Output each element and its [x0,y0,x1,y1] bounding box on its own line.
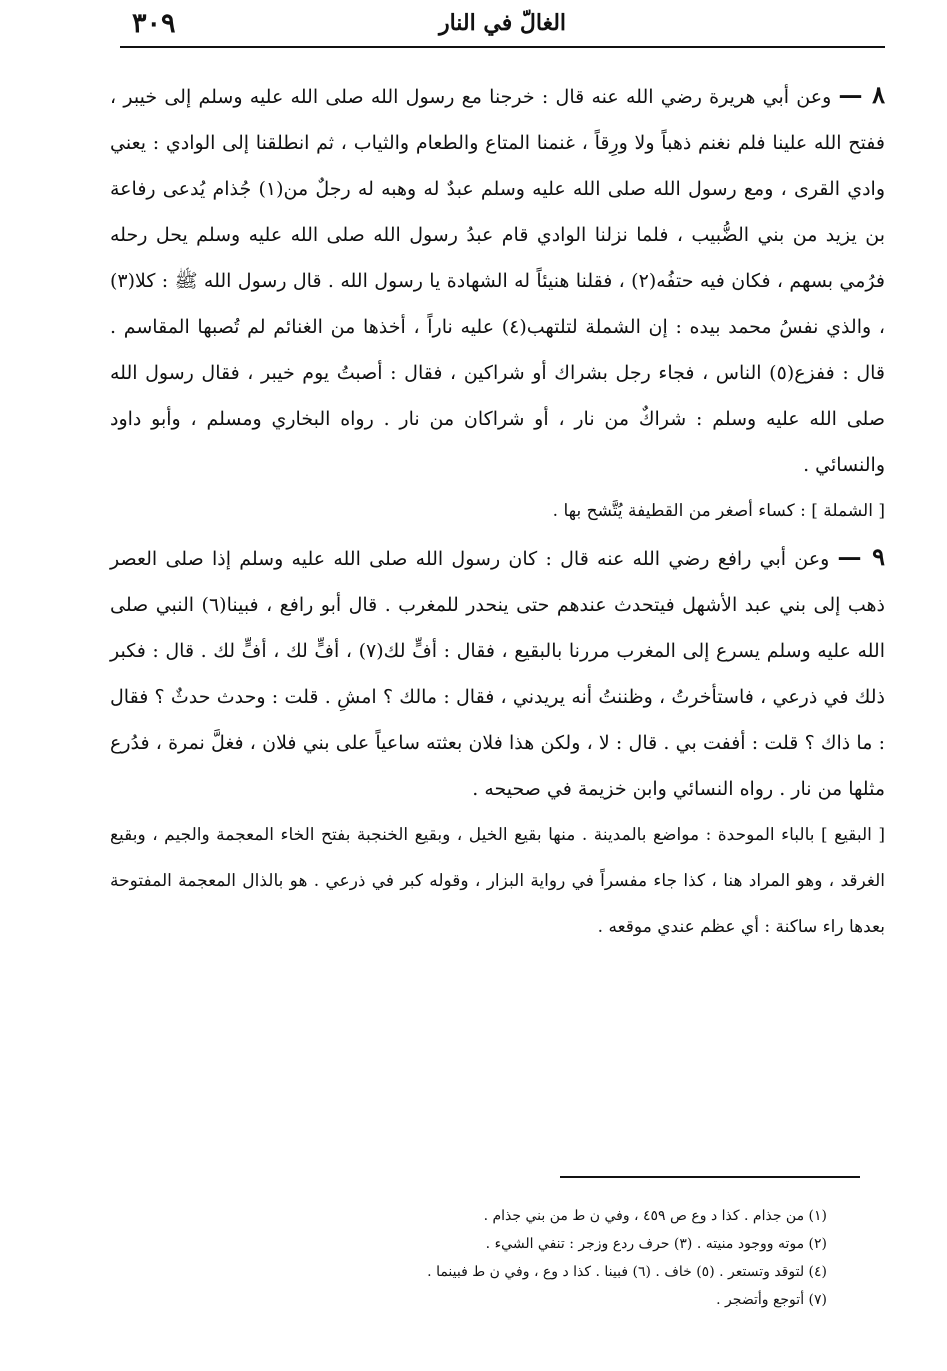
hadith-text-8: وعن أبي هريرة رضي الله عنه قال : خرجنا مع رسول الله صلى الله عليه وسلم إلى خيبر ، ففتح الله علينا فلم نغنم ذهباً ولا ورِقاً ، غنمنا المتاع والطعام والثياب ، ثم انطلقنا إلى الوادي : يعني وادي القرى ، ومع رسول الله صلى الله عليه وسلم عبدٌ له وهبه له رجلٌ من(١) جُذام يُدعى رفاعة بن يزيد من بني الضُّبيب ، فلما نزلنا الوادي قام عبدُ رسول الله صلى الله عليه وسلم يحل رحله فرُمي بسهم ، فكان فيه حتفُه(٢) ، فقلنا هنيئاً له الشهادة يا رسول الله . قال رسول الله ﷺ : كلا(٣) ، والذي نفسُ محمد بيده : إن الشملة لتلتهب(٤) عليه ناراً ، أخذها من الغنائم لم تُصبها المقاسم . قال : ففزع(٥) الناس ، فجاء رجل بشراك أو شراكين ، فقال : أصبتُ يوم خيبر ، فقال رسول الله صلى الله عليه وسلم : شراكٌ من نار ، أو شراكان من نار . رواه البخاري ومسلم ، وأبو داود والنسائي . [110,86,886,476]
hadith-number-8: ٨ — [838,80,885,109]
page-number: ٣٠٩ [132,8,176,39]
page-body [110,72,885,950]
page-header [120,6,885,48]
footnote-line: (٧) أتوجع وأتضجر . [716,1292,827,1308]
footnote-divider [560,1176,860,1178]
footnotes [110,1202,827,1314]
running-title: الغالّ في النار [438,10,567,36]
hadith-text-9: وعن أبي رافع رضي الله عنه قال : كان رسول الله صلى الله عليه وسلم إذا صلى العصر ذهب إلى بني عبد الأشهل فيتحدث عندهم حتى ينحدر للمغرب . قال أبو رافع ، فبينا(٦) النبي صلى الله عليه وسلم يسرع إلى المغرب مررنا بالبقيع ، فقال : أفٍّ لك(٧) ، أفٍّ لك ، أفٍّ لك . قال : فكبر ذلك في ذرعي ، فاستأخرتُ ، وظننتُ أنه يريدني ، فقال : مالك ؟ امشِ . قلت : وحدث حدثٌ ؟ فقال : ما ذاك ؟ قلت : أففت بي . قال : لا ، ولكن هذا فلان بعثته ساعياً على بني فلان ، فغلَّ نمرة ، فدُرع مثلها من نار . رواه النسائي وابن خزيمة في صحيحه . [110,548,886,800]
footnote-line: (٢) موته ووجود منيته . (٣) حرف ردع وزجر : تنفي الشيء . [485,1236,827,1252]
footnote-line: (١) من جذام . كذا د وع ص ٤٥٩ ، وفي ن ط من بني جذام . [483,1208,827,1224]
hadith-8 [110,72,885,488]
gloss-note-8: [ الشملة ] : كساء أصغر من القطيفة يُتَّشح بها . [552,501,885,521]
gloss-note-9: [ البقيع ] بالباء الموحدة : مواضع بالمدينة . منها بقيع الخيل ، وبقيع الخنجبة بفتح الخاء المعجمة والجيم ، وبقيع الغرقد ، وهو المراد هنا ، كذا جاء مفسراً في رواية البزار ، وقوله كبر في ذرعي . هو بالذال المعجمة المفتوحة بعدها راء ساكنة : أي عظم عندي موقعه . [110,825,885,937]
footnote-line: (٤) لتوقد وتستعر . (٥) خاف . (٦) فبينا . كذا د وع ، وفي ن ط فبينما . [427,1264,827,1280]
hadith-number-9: ٩ — [837,542,886,571]
hadith-9 [110,534,885,812]
